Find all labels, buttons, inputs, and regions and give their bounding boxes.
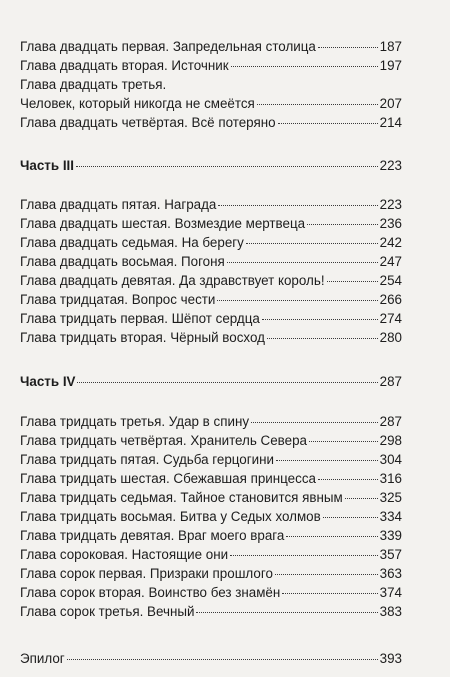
toc-page-number: 325 [379, 490, 402, 505]
toc-entry-title: Глава двадцать третья. [20, 77, 167, 92]
toc-entry-title: Глава сороковая. Настоящие они [20, 547, 229, 562]
toc-entry-title: Глава двадцать вторая. Источник [20, 58, 229, 73]
toc-entry-title: Глава двадцать седьмая. На берегу [20, 235, 244, 250]
toc-leader-dots [262, 319, 378, 320]
toc-entry [20, 508, 402, 526]
toc-leader-dots [318, 47, 378, 48]
toc-leader-dots [196, 612, 377, 613]
toc-leader-dots [77, 382, 377, 383]
toc-page-number: 236 [379, 216, 402, 231]
toc-entry-title: Глава сорок третья. Вечный [20, 604, 195, 619]
toc-entry [20, 329, 402, 347]
toc-entry [20, 253, 402, 271]
toc-leader-dots [217, 300, 377, 301]
toc-page-number: 280 [379, 330, 402, 345]
toc-leader-dots [76, 166, 378, 167]
toc-page-number: 242 [379, 235, 402, 250]
toc-entry-title: Человек, который никогда не смеётся [20, 96, 255, 111]
toc-page-number: 223 [379, 158, 402, 173]
toc-page-number: 393 [379, 651, 402, 666]
toc-entry-title: Глава тридцать седьмая. Тайное становится явным [20, 490, 343, 505]
toc-entry [20, 57, 402, 75]
toc-page-number: 298 [379, 433, 402, 448]
toc-entry-title: Глава сорок вторая. Воинство без знамён [20, 585, 281, 600]
toc-entry [20, 565, 402, 583]
toc-leader-dots [231, 66, 378, 67]
toc-leader-dots [251, 422, 378, 423]
toc-page-number: 187 [379, 39, 402, 54]
toc-page-number: 304 [379, 452, 402, 467]
toc-entry [20, 76, 402, 94]
toc-leader-dots [278, 123, 378, 124]
toc-entry [20, 527, 402, 545]
toc-leader-dots [67, 659, 378, 660]
toc-entry-title: Глава сорок первая. Призраки прошлого [20, 566, 273, 581]
toc-entry [20, 546, 402, 564]
toc-leader-dots [275, 574, 378, 575]
toc-page-number: 374 [379, 585, 402, 600]
toc-entry [20, 584, 402, 602]
toc-entry-title: Глава тридцатая. Вопрос чести [20, 292, 216, 307]
toc-page-number: 247 [379, 254, 402, 269]
toc-entry [20, 272, 402, 290]
toc-page-number: 363 [379, 566, 402, 581]
toc-page-number: 357 [379, 547, 402, 562]
toc-leader-dots [345, 498, 378, 499]
toc-leader-dots [246, 243, 378, 244]
toc-entry-title: Глава двадцать пятая. Награда [20, 197, 217, 212]
toc-entry-title: Глава двадцать первая. Запредельная столица [20, 39, 316, 54]
toc-leader-dots [327, 281, 378, 282]
toc-entry-title: Глава двадцать девятая. Да здравствует король! [20, 273, 325, 288]
toc-entry [20, 114, 402, 132]
toc-entry-title: Глава тридцать третья. Удар в спину [20, 414, 250, 429]
toc-entry [20, 215, 402, 233]
toc-entry [20, 603, 402, 621]
toc-entry-title: Глава тридцать первая. Шёпот сердца [20, 311, 260, 326]
toc-page-number: 214 [379, 115, 402, 130]
toc-entry [20, 291, 402, 309]
toc-page-number: 287 [379, 374, 402, 389]
toc-page-number: 223 [379, 197, 402, 212]
toc-leader-dots [257, 104, 378, 105]
toc-entry [20, 470, 402, 488]
toc-page-number: 334 [379, 509, 402, 524]
toc-entry [20, 310, 402, 328]
toc-entry-title: Глава тридцать девятая. Враг моего врага [20, 528, 285, 543]
toc-leader-dots [286, 536, 377, 537]
toc-entry [20, 234, 402, 252]
toc-entry-title: Глава тридцать шестая. Сбежавшая принцесса [20, 471, 316, 486]
toc-page-number: 274 [379, 311, 402, 326]
toc-page-number: 287 [379, 414, 402, 429]
toc-entry-title: Глава двадцать шестая. Возмездие мертвеца [20, 216, 306, 231]
toc-leader-dots [267, 338, 378, 339]
toc-entry [20, 38, 402, 56]
toc-page-number: 207 [379, 96, 402, 111]
toc-entry [20, 451, 402, 469]
toc-entry-title: Глава тридцать вторая. Чёрный восход [20, 330, 265, 345]
toc-page-number: 383 [379, 604, 402, 619]
toc-entry-title: Часть IV [20, 374, 76, 389]
toc-page-number: 197 [379, 58, 402, 73]
toc-leader-dots [227, 262, 378, 263]
toc-entry-title: Часть III [20, 158, 74, 173]
toc-leader-dots [318, 479, 378, 480]
toc-entry-title: Глава тридцать четвёртая. Хранитель Севера [20, 433, 307, 448]
toc-leader-dots [282, 593, 377, 594]
toc-page-number: 266 [379, 292, 402, 307]
toc-entry [20, 489, 402, 507]
toc-page-number: 339 [379, 528, 402, 543]
toc-entry-title: Глава двадцать восьмая. Погоня [20, 254, 225, 269]
toc-leader-dots [309, 441, 378, 442]
toc-leader-dots [323, 517, 378, 518]
toc-leader-dots [307, 224, 378, 225]
toc-page-number: 254 [379, 273, 402, 288]
toc-leader-dots [230, 555, 378, 556]
toc-entry [20, 95, 402, 113]
toc-entry [20, 196, 402, 214]
toc-leader-dots [218, 205, 377, 206]
toc-part-heading [20, 157, 402, 175]
toc-leader-dots [276, 460, 378, 461]
toc-entry-title: Глава тридцать пятая. Судьба герцогини [20, 452, 274, 467]
toc-entry [20, 413, 402, 431]
toc-entry-title: Эпилог [20, 651, 65, 666]
toc-page-number: 316 [379, 471, 402, 486]
toc-part-heading [20, 373, 402, 391]
toc-entry [20, 432, 402, 450]
toc-entry-title: Глава тридцать восьмая. Битва у Седых холмов [20, 509, 321, 524]
toc-entry-title: Глава двадцать четвёртая. Всё потеряно [20, 115, 276, 130]
toc-entry [20, 650, 402, 668]
